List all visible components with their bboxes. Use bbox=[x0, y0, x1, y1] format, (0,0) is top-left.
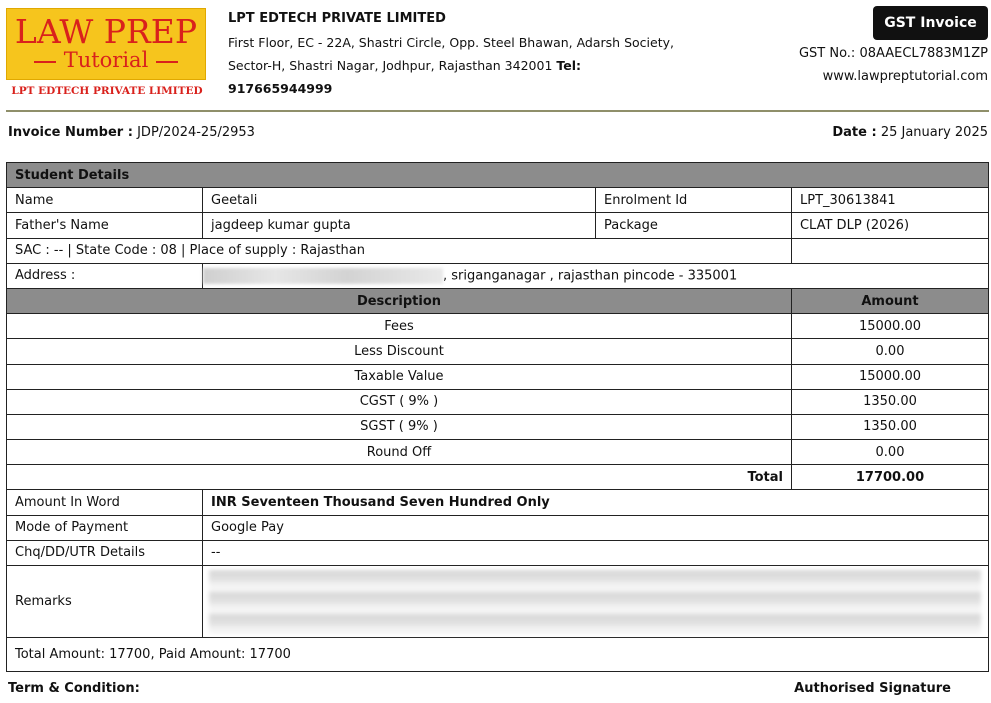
address-label: Address : bbox=[7, 263, 203, 288]
table-row bbox=[7, 364, 989, 389]
charge-amount: 0.00 bbox=[791, 339, 988, 364]
company-address-line1: First Floor, EC - 22A, Shastri Circle, Opp. Steel Bhawan, Adarsh Society, bbox=[228, 35, 674, 50]
father-name: jagdeep kumar gupta bbox=[203, 213, 596, 238]
charges-header-row bbox=[7, 288, 989, 313]
table-row bbox=[7, 213, 989, 238]
charge-amount: 1350.00 bbox=[791, 414, 988, 439]
company-address-line2: Sector-H, Shastri Nagar, Jodhpur, Rajasthan 342001 bbox=[228, 58, 553, 73]
remarks-label: Remarks bbox=[7, 566, 203, 638]
company-details bbox=[228, 10, 718, 100]
gst-number: GST No.: 08AAECL7883M1ZP bbox=[798, 46, 988, 61]
invoice-number-label: Invoice Number : bbox=[8, 125, 133, 140]
company-telephone: 917665944999 bbox=[228, 81, 333, 96]
sac-info: SAC : -- | State Code : 08 | Place of supply : Rajasthan bbox=[7, 238, 792, 263]
charge-label: Fees bbox=[7, 314, 792, 339]
package-label: Package bbox=[596, 213, 792, 238]
logo-text-tutorial: Tutorial bbox=[63, 48, 149, 72]
charge-amount: 15000.00 bbox=[791, 364, 988, 389]
logo-text-law-prep: LAW PREP bbox=[14, 12, 198, 51]
company-logo bbox=[6, 8, 208, 100]
table-row bbox=[7, 389, 989, 414]
charge-label: Less Discount bbox=[7, 339, 792, 364]
chq-details-label: Chq/DD/UTR Details bbox=[7, 540, 203, 565]
company-website[interactable]: www.lawpreptutorial.com bbox=[822, 69, 988, 84]
amount-header: Amount bbox=[791, 288, 988, 313]
table-row bbox=[7, 440, 989, 465]
terms-and-conditions: Term & Condition: bbox=[8, 681, 140, 696]
package-value: CLAT DLP (2026) bbox=[791, 213, 988, 238]
name-label: Name bbox=[7, 188, 203, 213]
invoice-date bbox=[832, 125, 988, 140]
table-row bbox=[7, 188, 989, 213]
total-amount: 17700.00 bbox=[791, 465, 988, 490]
charge-amount: 0.00 bbox=[791, 440, 988, 465]
charge-amount: 1350.00 bbox=[791, 389, 988, 414]
tel-label: Tel: bbox=[556, 58, 582, 73]
table-row bbox=[7, 515, 989, 540]
invoice-number-value: JDP/2024-25/2953 bbox=[137, 125, 255, 140]
table-row bbox=[7, 238, 989, 263]
table-row bbox=[7, 314, 989, 339]
charge-amount: 15000.00 bbox=[791, 314, 988, 339]
payment-mode: Google Pay bbox=[203, 515, 989, 540]
chq-details: -- bbox=[203, 540, 989, 565]
enrolment-label: Enrolment Id bbox=[596, 188, 792, 213]
address-value bbox=[203, 263, 989, 288]
father-name-label: Father's Name bbox=[7, 213, 203, 238]
payment-mode-label: Mode of Payment bbox=[7, 515, 203, 540]
student-name: Geetali bbox=[203, 188, 596, 213]
company-address-line2-wrap bbox=[228, 54, 718, 77]
invoice-date-value: 25 January 2025 bbox=[880, 125, 988, 140]
remarks-value bbox=[203, 566, 989, 638]
authorised-signature: Authorised Signature bbox=[794, 681, 951, 696]
payment-summary: Total Amount: 17700, Paid Amount: 17700 bbox=[7, 638, 989, 672]
student-details-header: Student Details bbox=[7, 163, 989, 188]
charge-label: Taxable Value bbox=[7, 364, 792, 389]
table-row bbox=[7, 263, 989, 288]
student-details-header-row bbox=[7, 163, 989, 188]
table-row bbox=[7, 414, 989, 439]
table-row bbox=[7, 490, 989, 515]
amount-in-word-label: Amount In Word bbox=[7, 490, 203, 515]
charge-label: CGST ( 9% ) bbox=[7, 389, 792, 414]
company-name: LPT EDTECH PRIVATE LIMITED bbox=[228, 11, 446, 26]
table-row bbox=[7, 566, 989, 638]
header-divider bbox=[6, 110, 989, 112]
invoice-date-label: Date : bbox=[832, 125, 877, 140]
redacted-address bbox=[203, 268, 443, 284]
table-row bbox=[7, 638, 989, 672]
enrolment-id: LPT_30613841 bbox=[791, 188, 988, 213]
invoice-table bbox=[6, 162, 989, 672]
charge-label: Round Off bbox=[7, 440, 792, 465]
invoice-number bbox=[8, 125, 255, 140]
table-row bbox=[7, 540, 989, 565]
description-header: Description bbox=[7, 288, 792, 313]
amount-in-word: INR Seventeen Thousand Seven Hundred Only bbox=[203, 490, 989, 515]
gst-invoice-badge: GST Invoice bbox=[873, 6, 988, 40]
total-row bbox=[7, 465, 989, 490]
logo-subtitle: LPT EDTECH PRIVATE LIMITED bbox=[11, 85, 203, 97]
address-visible-text: , sriganganagar , rajasthan pincode - 335001 bbox=[443, 268, 738, 284]
sac-empty-cell bbox=[791, 238, 988, 263]
table-row bbox=[7, 339, 989, 364]
total-label: Total bbox=[7, 465, 792, 490]
charge-label: SGST ( 9% ) bbox=[7, 414, 792, 439]
redacted-remarks bbox=[209, 570, 981, 634]
logo-dash-right bbox=[156, 61, 178, 63]
